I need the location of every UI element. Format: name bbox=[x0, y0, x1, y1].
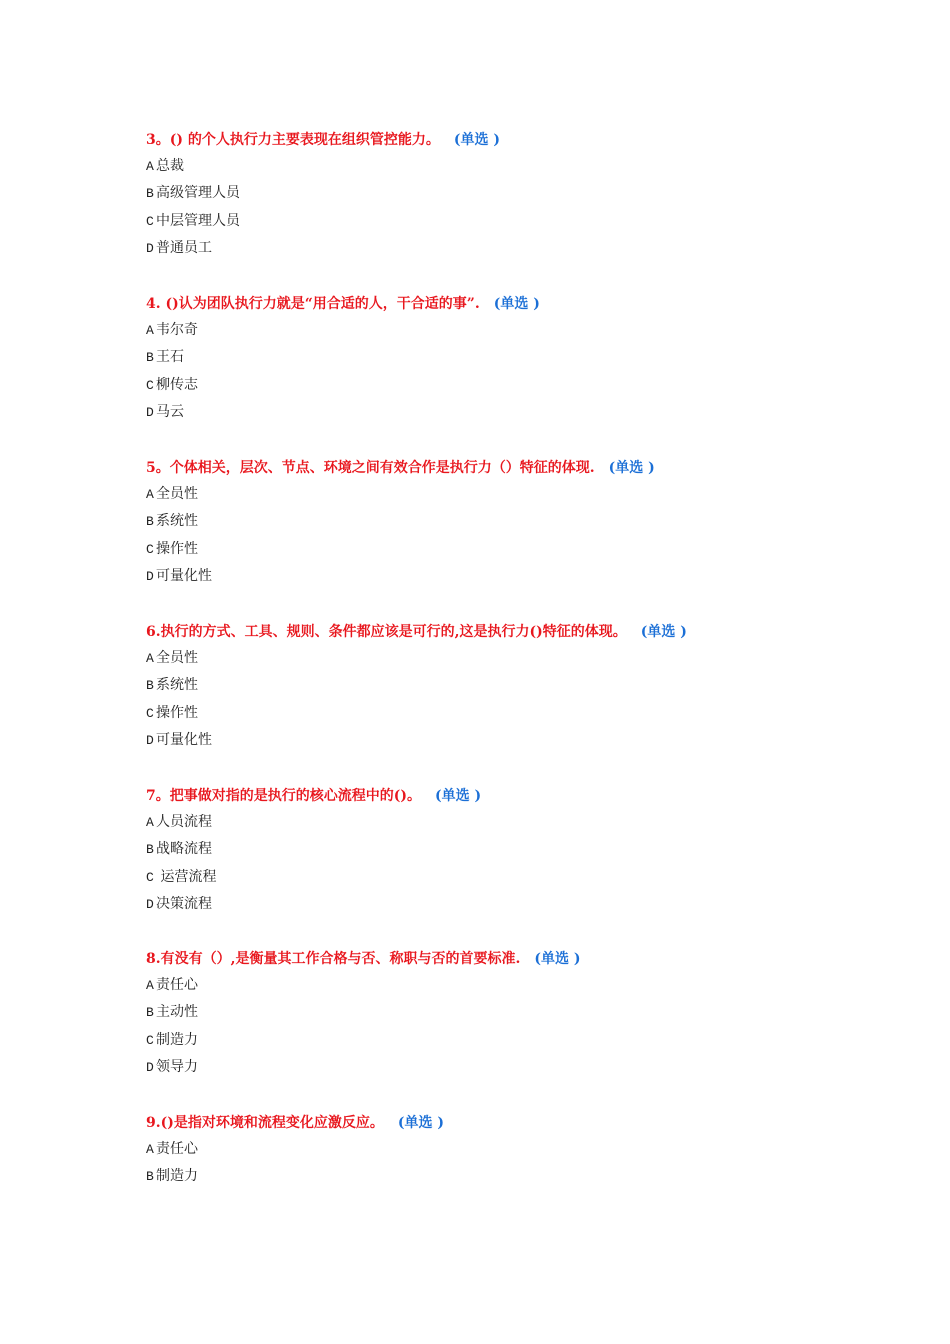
option-list bbox=[146, 1136, 906, 1191]
option-letter: C bbox=[146, 541, 154, 557]
question-stem: 3。() 的个人执行力主要表现在组织管控能力。 bbox=[146, 132, 440, 148]
option-letter: D bbox=[146, 404, 154, 420]
question-type-tag: (单选 ) bbox=[608, 460, 655, 476]
option-text: 人员流程 bbox=[156, 814, 212, 830]
option-letter: C bbox=[146, 705, 154, 721]
option-letter: C bbox=[146, 377, 154, 393]
option-item bbox=[146, 809, 906, 836]
option-text: 系统性 bbox=[156, 513, 198, 530]
option-text: 马云 bbox=[156, 403, 184, 420]
question-stem: 9.()是指对环境和流程变化应激反应。 bbox=[146, 1115, 384, 1131]
option-text: 责任心 bbox=[156, 1141, 198, 1157]
option-letter: D bbox=[146, 568, 154, 584]
option-letter: A bbox=[146, 1142, 154, 1157]
option-item bbox=[146, 1054, 906, 1081]
option-item bbox=[146, 563, 906, 590]
option-letter: B bbox=[146, 350, 154, 366]
option-list bbox=[146, 645, 906, 754]
option-letter: D bbox=[146, 896, 154, 912]
question-block bbox=[146, 948, 906, 1081]
question-block bbox=[146, 785, 906, 918]
option-text: 可量化性 bbox=[156, 567, 212, 584]
option-item bbox=[146, 180, 906, 207]
question-stem: 6.执行的方式、工具、规则、条件都应该是可行的,这是执行力()特征的体现。 bbox=[146, 624, 627, 640]
question-type-tag: (单选 ) bbox=[534, 951, 581, 967]
option-letter: A bbox=[146, 323, 154, 338]
option-item bbox=[146, 344, 906, 371]
option-item bbox=[146, 481, 906, 508]
option-letter: A bbox=[146, 815, 154, 830]
option-item bbox=[146, 836, 906, 863]
question-type-tag: (单选 ) bbox=[435, 788, 482, 804]
question-line bbox=[146, 457, 906, 479]
option-text: 普通员工 bbox=[156, 239, 212, 256]
option-letter: D bbox=[146, 732, 154, 748]
option-list bbox=[146, 481, 906, 590]
question-type-tag: (单选 ) bbox=[640, 624, 687, 640]
option-text: 韦尔奇 bbox=[156, 322, 198, 338]
option-text: 高级管理人员 bbox=[156, 185, 240, 202]
option-item bbox=[146, 1163, 906, 1190]
option-letter: C bbox=[146, 869, 154, 885]
question-line bbox=[146, 948, 906, 970]
question-type-tag: (单选 ) bbox=[453, 132, 500, 148]
option-text: 领导力 bbox=[156, 1058, 198, 1075]
option-text: 系统性 bbox=[156, 677, 198, 694]
option-item bbox=[146, 317, 906, 344]
question-line bbox=[146, 293, 906, 315]
option-letter: A bbox=[146, 487, 154, 502]
option-item bbox=[146, 645, 906, 672]
option-letter: D bbox=[146, 1059, 154, 1075]
option-letter: A bbox=[146, 651, 154, 666]
option-item bbox=[146, 153, 906, 180]
option-item bbox=[146, 508, 906, 535]
question-block bbox=[146, 621, 906, 754]
option-letter: B bbox=[146, 842, 154, 858]
option-item bbox=[146, 891, 906, 918]
option-item bbox=[146, 208, 906, 235]
question-line bbox=[146, 621, 906, 643]
option-text: 可量化性 bbox=[156, 731, 212, 748]
option-letter: A bbox=[146, 978, 154, 993]
option-item bbox=[146, 672, 906, 699]
question-line bbox=[146, 129, 906, 151]
question-stem: 7。把事做对指的是执行的核心流程中的()。 bbox=[146, 788, 421, 804]
question-block bbox=[146, 293, 906, 426]
question-stem: 8.有没有（）,是衡量其工作合格与否、称职与否的首要标准. bbox=[146, 951, 521, 967]
option-text: 运营流程 bbox=[156, 868, 217, 885]
option-item bbox=[146, 235, 906, 262]
option-text: 全员性 bbox=[156, 486, 198, 502]
option-item bbox=[146, 372, 906, 399]
option-text: 制造力 bbox=[156, 1168, 198, 1185]
option-text: 操作性 bbox=[156, 540, 198, 557]
option-item bbox=[146, 864, 906, 891]
option-letter: C bbox=[146, 1032, 154, 1048]
option-letter: C bbox=[146, 213, 154, 229]
question-block bbox=[146, 1112, 906, 1191]
option-text: 王石 bbox=[156, 349, 184, 366]
option-item bbox=[146, 727, 906, 754]
option-letter: A bbox=[146, 159, 154, 174]
question-stem: 5。个体相关，层次、节点、环境之间有效合作是执行力（）特征的体现. bbox=[146, 460, 595, 476]
option-letter: B bbox=[146, 678, 154, 694]
option-text: 操作性 bbox=[156, 704, 198, 721]
question-stem: 4. ()认为团队执行力就是“用合适的人，干合适的事”. bbox=[146, 296, 480, 312]
option-text: 决策流程 bbox=[156, 895, 212, 912]
option-text: 柳传志 bbox=[156, 376, 198, 393]
option-item bbox=[146, 972, 906, 999]
option-text: 责任心 bbox=[156, 977, 198, 993]
option-list bbox=[146, 809, 906, 918]
option-item bbox=[146, 999, 906, 1026]
option-letter: B bbox=[146, 1005, 154, 1021]
option-list bbox=[146, 972, 906, 1081]
option-item bbox=[146, 536, 906, 563]
question-type-tag: (单选 ) bbox=[493, 296, 540, 312]
option-letter: B bbox=[146, 186, 154, 202]
option-item bbox=[146, 399, 906, 426]
option-text: 主动性 bbox=[156, 1004, 198, 1021]
option-text: 中层管理人员 bbox=[156, 212, 240, 229]
option-text: 战略流程 bbox=[156, 841, 212, 858]
option-text: 制造力 bbox=[156, 1031, 198, 1048]
option-letter: B bbox=[146, 1169, 154, 1185]
question-block bbox=[146, 457, 906, 590]
option-text: 总裁 bbox=[156, 158, 184, 174]
question-line bbox=[146, 785, 906, 807]
option-item bbox=[146, 1136, 906, 1163]
option-item bbox=[146, 1027, 906, 1054]
question-block bbox=[146, 129, 906, 262]
option-letter: B bbox=[146, 514, 154, 530]
option-list bbox=[146, 317, 906, 426]
question-line bbox=[146, 1112, 906, 1134]
option-letter: D bbox=[146, 240, 154, 256]
option-text: 全员性 bbox=[156, 650, 198, 666]
option-item bbox=[146, 700, 906, 727]
option-list bbox=[146, 153, 906, 262]
question-type-tag: (单选 ) bbox=[397, 1115, 444, 1131]
